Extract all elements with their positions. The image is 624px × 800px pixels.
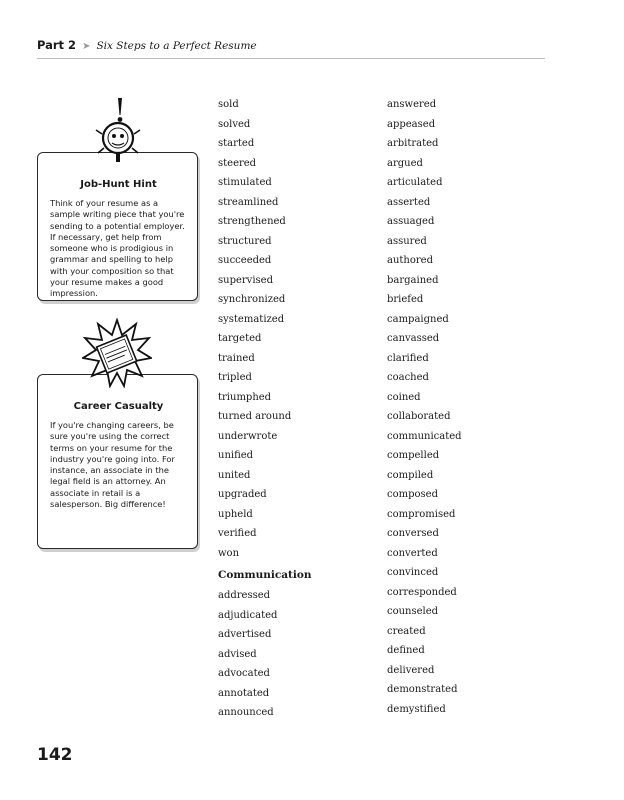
- word-item: streamlined: [218, 196, 279, 208]
- word-item: underwrote: [218, 430, 278, 442]
- casualty-title: Career Casualty: [73, 401, 164, 412]
- job-hunt-hint-box: [37, 152, 198, 301]
- word-item: announced: [218, 707, 274, 718]
- word-item: coached: [387, 372, 429, 383]
- word-item: started: [218, 138, 255, 149]
- word-item: tripled: [218, 372, 252, 383]
- word-item: articulated: [387, 177, 443, 188]
- word-item: converted: [387, 547, 438, 559]
- word-item: assuaged: [387, 216, 435, 227]
- hint-title: Job-Hunt Hint: [80, 179, 157, 190]
- word-item: annotated: [218, 687, 270, 699]
- word-item: collaborated: [387, 411, 451, 422]
- word-list-left: [218, 95, 312, 723]
- word-item: unified: [218, 450, 254, 461]
- word-item: appeased: [387, 118, 436, 130]
- word-item: steered: [218, 157, 257, 169]
- word-item: asserted: [387, 196, 431, 208]
- career-casualty-box: [37, 374, 198, 549]
- word-item: supervised: [218, 274, 273, 286]
- arrow-icon: ➤: [82, 41, 91, 52]
- word-item: answered: [387, 99, 437, 110]
- page-number: 142: [37, 745, 73, 765]
- word-item: briefed: [387, 294, 424, 305]
- word-item: demystified: [387, 703, 446, 715]
- word-item: won: [218, 547, 240, 559]
- word-item: solved: [218, 118, 251, 130]
- word-item: corresponded: [387, 586, 457, 598]
- word-item: trained: [218, 352, 255, 364]
- word-item: clarified: [387, 352, 429, 364]
- word-item: targeted: [218, 333, 262, 344]
- word-item: stimulated: [218, 177, 272, 188]
- word-item: counseled: [387, 606, 439, 617]
- word-item: defined: [387, 645, 425, 656]
- word-item: convinced: [387, 567, 439, 578]
- word-item: advised: [218, 648, 257, 660]
- chapter-title: Six Steps to a Perfect Resume: [96, 40, 257, 52]
- word-item: upheld: [218, 508, 253, 520]
- word-item: communicated: [387, 430, 462, 442]
- word-item: advocated: [218, 668, 270, 679]
- word-item: turned around: [218, 411, 292, 422]
- word-item: adjudicated: [218, 609, 278, 621]
- word-item: triumphed: [218, 391, 272, 403]
- hint-body: Think of your resume as a sample writing piece that you're sending to a potential employer. If necessary, get help from someone who is prodigious in grammar and spelling to help with your composition so that your resume makes a good impression.: [50, 198, 185, 299]
- word-item: addressed: [218, 590, 271, 601]
- word-item: created: [387, 625, 426, 637]
- section-heading: Communication: [218, 569, 312, 581]
- word-item: compelled: [387, 450, 440, 461]
- word-item: compiled: [387, 469, 434, 481]
- magnifier-exclamation-icon: [92, 96, 144, 162]
- word-item: composed: [387, 489, 438, 500]
- word-item: systematized: [218, 313, 285, 325]
- word-item: demonstrated: [387, 684, 458, 695]
- word-item: sold: [218, 99, 239, 110]
- word-item: united: [218, 469, 251, 481]
- word-item: coined: [387, 391, 421, 403]
- word-item: conversed: [387, 528, 439, 539]
- word-item: authored: [387, 255, 433, 266]
- word-item: compromised: [387, 508, 456, 520]
- casualty-body: If you're changing careers, be sure you're using the correct terms on your resume for the industry you're going into. For instance, an associate in the legal field is an attorney. An associate in retail is a salesperson. Big difference!: [50, 420, 175, 510]
- word-item: bargained: [387, 274, 439, 286]
- word-item: synchronized: [218, 294, 286, 305]
- rejected-stamp-icon: [82, 318, 152, 388]
- running-header: [37, 38, 545, 59]
- word-item: canvassed: [387, 333, 440, 344]
- word-item: upgraded: [218, 489, 267, 500]
- word-item: succeeded: [218, 255, 272, 266]
- word-list-right: [387, 95, 462, 719]
- word-item: verified: [218, 528, 257, 539]
- word-item: assured: [387, 235, 427, 247]
- word-item: delivered: [387, 664, 435, 676]
- word-item: strengthened: [218, 216, 286, 227]
- part-label: Part 2: [37, 38, 77, 52]
- word-item: structured: [218, 235, 272, 247]
- word-item: arbitrated: [387, 138, 439, 149]
- word-item: argued: [387, 157, 423, 169]
- word-item: campaigned: [387, 313, 449, 325]
- word-item: advertised: [218, 629, 272, 640]
